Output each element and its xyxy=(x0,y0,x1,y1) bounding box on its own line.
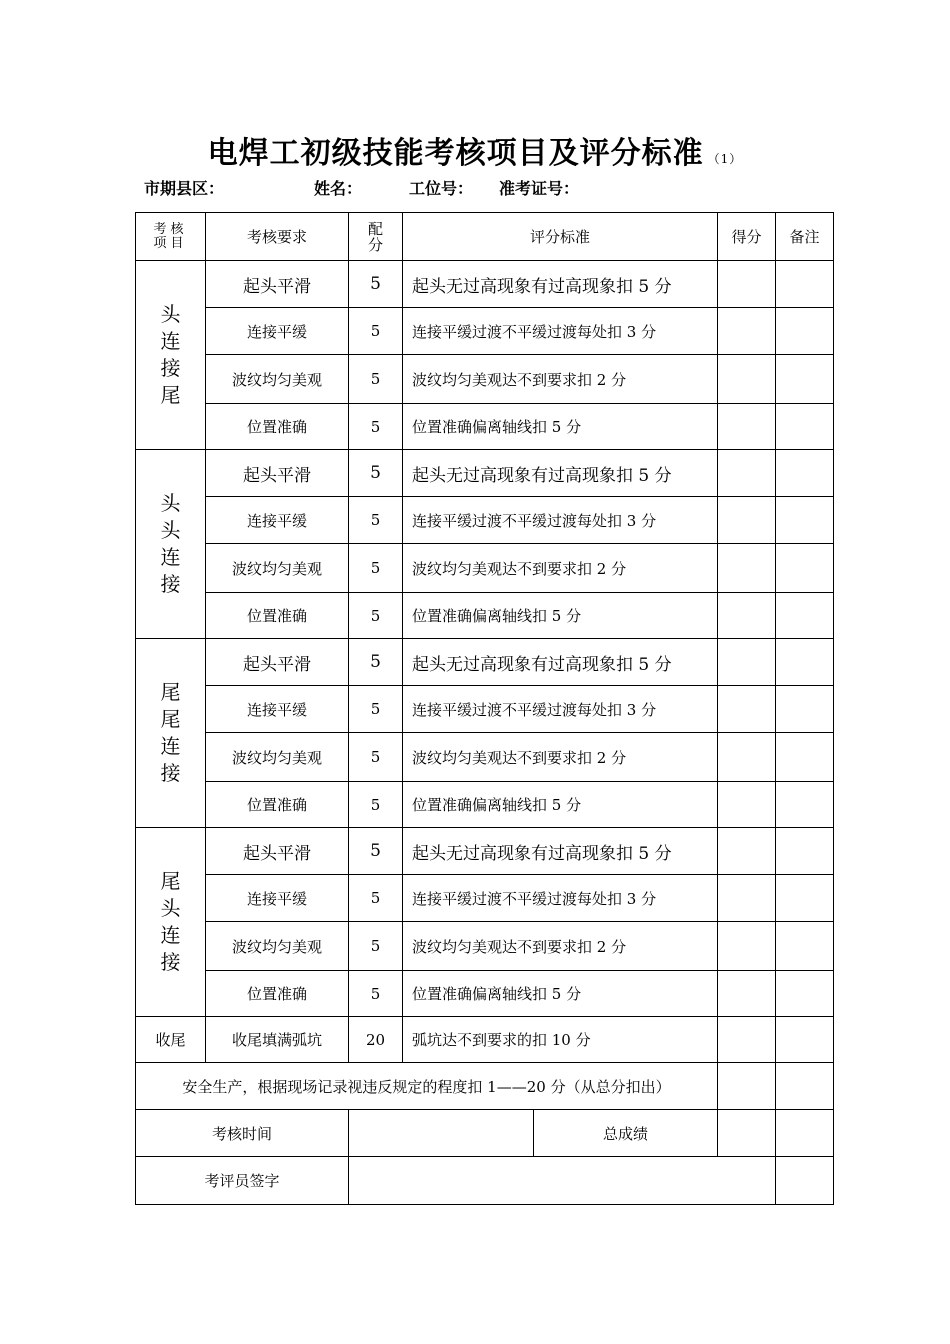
remarks-cell[interactable] xyxy=(776,497,834,544)
score-cell[interactable] xyxy=(718,355,776,404)
exam-time-row xyxy=(136,1110,834,1157)
points-cell: 5 xyxy=(349,971,403,1017)
remarks-cell[interactable] xyxy=(776,971,834,1017)
remarks-cell[interactable] xyxy=(776,686,834,733)
safety-rule: 安全生产，根据现场记录视违反规定的程度扣 1——20 分（从总分扣出） xyxy=(136,1063,718,1110)
standard-cell: 起头无过高现象有过高现象扣 5 分 xyxy=(403,261,718,308)
remarks-cell[interactable] xyxy=(776,544,834,593)
requirement-cell: 起头平滑 xyxy=(206,639,349,686)
closing-standard: 弧坑达不到要求的扣 10 分 xyxy=(403,1017,718,1063)
total-score-extra[interactable] xyxy=(776,1110,834,1157)
standard-cell: 波纹均匀美观达不到要求扣 2 分 xyxy=(403,355,718,404)
remarks-cell[interactable] xyxy=(776,639,834,686)
category-char: 头 xyxy=(160,896,181,920)
examiner-extra[interactable] xyxy=(776,1157,834,1205)
score-cell[interactable] xyxy=(718,450,776,497)
header-points: 配 分 xyxy=(349,213,403,261)
requirement-cell: 起头平滑 xyxy=(206,450,349,497)
safety-remarks-cell[interactable] xyxy=(776,1063,834,1110)
closing-category: 收尾 xyxy=(136,1017,206,1063)
table-row xyxy=(136,544,834,593)
closing-points: 20 xyxy=(349,1017,403,1063)
remarks-cell[interactable] xyxy=(776,261,834,308)
header-requirement: 考核要求 xyxy=(206,213,349,261)
table-row xyxy=(136,828,834,875)
remarks-cell[interactable] xyxy=(776,922,834,971)
header-standard: 评分标准 xyxy=(403,213,718,261)
requirement-cell: 连接平缓 xyxy=(206,875,349,922)
category-cell xyxy=(136,261,206,450)
score-cell[interactable] xyxy=(718,922,776,971)
name-label: 姓名： xyxy=(314,179,363,198)
score-cell[interactable] xyxy=(718,733,776,782)
candidate-info-line xyxy=(144,176,579,199)
category-char: 尾 xyxy=(160,707,181,731)
score-cell[interactable] xyxy=(718,593,776,639)
requirement-cell: 波纹均匀美观 xyxy=(206,922,349,971)
table-row xyxy=(136,686,834,733)
standard-cell: 起头无过高现象有过高现象扣 5 分 xyxy=(403,828,718,875)
remarks-cell[interactable] xyxy=(776,782,834,828)
examiner-signature-label: 考评员签字 xyxy=(136,1157,349,1205)
score-cell[interactable] xyxy=(718,782,776,828)
requirement-cell: 位置准确 xyxy=(206,404,349,450)
points-cell: 5 xyxy=(349,450,403,497)
category-char: 接 xyxy=(160,572,181,596)
closing-score-cell[interactable] xyxy=(718,1017,776,1063)
closing-remarks-cell[interactable] xyxy=(776,1017,834,1063)
category-char: 头 xyxy=(160,491,181,515)
requirement-cell: 位置准确 xyxy=(206,782,349,828)
points-cell: 5 xyxy=(349,404,403,450)
score-cell[interactable] xyxy=(718,971,776,1017)
category-char: 连 xyxy=(160,734,181,758)
remarks-cell[interactable] xyxy=(776,593,834,639)
table-row xyxy=(136,404,834,450)
standard-cell: 起头无过高现象有过高现象扣 5 分 xyxy=(403,450,718,497)
exam-time-label: 考核时间 xyxy=(136,1110,349,1157)
standard-cell: 位置准确偏离轴线扣 5 分 xyxy=(403,782,718,828)
standard-cell: 连接平缓过渡不平缓过渡每处扣 3 分 xyxy=(403,497,718,544)
total-score-value[interactable] xyxy=(718,1110,776,1157)
points-cell: 5 xyxy=(349,733,403,782)
closing-row xyxy=(136,1017,834,1063)
title-text: 电焊工初级技能考核项目及评分标准 xyxy=(207,136,704,171)
category-cell xyxy=(136,450,206,639)
standard-cell: 连接平缓过渡不平缓过渡每处扣 3 分 xyxy=(403,308,718,355)
category-char: 尾 xyxy=(160,383,181,407)
points-cell: 5 xyxy=(349,355,403,404)
position-label: 工位号： xyxy=(409,179,474,198)
points-cell: 5 xyxy=(349,497,403,544)
header-score: 得分 xyxy=(718,213,776,261)
category-char: 接 xyxy=(160,950,181,974)
score-cell[interactable] xyxy=(718,544,776,593)
remarks-cell[interactable] xyxy=(776,308,834,355)
safety-score-cell[interactable] xyxy=(718,1063,776,1110)
remarks-cell[interactable] xyxy=(776,875,834,922)
points-cell: 5 xyxy=(349,828,403,875)
score-cell[interactable] xyxy=(718,639,776,686)
remarks-cell[interactable] xyxy=(776,828,834,875)
page-title xyxy=(0,128,950,172)
points-cell: 5 xyxy=(349,308,403,355)
standard-cell: 波纹均匀美观达不到要求扣 2 分 xyxy=(403,544,718,593)
points-cell: 5 xyxy=(349,686,403,733)
category-char: 接 xyxy=(160,761,181,785)
requirement-cell: 起头平滑 xyxy=(206,828,349,875)
requirement-cell: 波纹均匀美观 xyxy=(206,544,349,593)
table-row xyxy=(136,261,834,308)
score-cell[interactable] xyxy=(718,828,776,875)
points-cell: 5 xyxy=(349,875,403,922)
category-cell xyxy=(136,639,206,828)
standard-cell: 连接平缓过渡不平缓过渡每处扣 3 分 xyxy=(403,686,718,733)
requirement-cell: 位置准确 xyxy=(206,593,349,639)
category-char: 连 xyxy=(160,923,181,947)
standard-cell: 位置准确偏离轴线扣 5 分 xyxy=(403,404,718,450)
table-row xyxy=(136,971,834,1017)
requirement-cell: 连接平缓 xyxy=(206,308,349,355)
table-row xyxy=(136,733,834,782)
score-cell[interactable] xyxy=(718,404,776,450)
header-remarks: 备注 xyxy=(776,213,834,261)
remarks-cell[interactable] xyxy=(776,450,834,497)
table-row xyxy=(136,639,834,686)
scoring-table xyxy=(135,212,834,1205)
requirement-cell: 波纹均匀美观 xyxy=(206,733,349,782)
standard-cell: 连接平缓过渡不平缓过渡每处扣 3 分 xyxy=(403,875,718,922)
header-row xyxy=(136,213,834,261)
points-cell: 5 xyxy=(349,261,403,308)
category-char: 连 xyxy=(160,329,181,353)
category-char: 头 xyxy=(160,518,181,542)
score-cell[interactable] xyxy=(718,261,776,308)
requirement-cell: 位置准确 xyxy=(206,971,349,1017)
exam-no-label: 准考证号： xyxy=(499,179,580,198)
score-cell[interactable] xyxy=(718,497,776,544)
table-row xyxy=(136,593,834,639)
header-category: 考核 项目 xyxy=(136,213,206,261)
table-row xyxy=(136,355,834,404)
standard-cell: 波纹均匀美观达不到要求扣 2 分 xyxy=(403,733,718,782)
requirement-cell: 起头平滑 xyxy=(206,261,349,308)
total-score-label: 总成绩 xyxy=(534,1110,718,1157)
table-row xyxy=(136,875,834,922)
points-cell: 5 xyxy=(349,544,403,593)
safety-row xyxy=(136,1063,834,1110)
examiner-row xyxy=(136,1157,834,1205)
score-cell[interactable] xyxy=(718,875,776,922)
requirement-cell: 波纹均匀美观 xyxy=(206,355,349,404)
table-row xyxy=(136,450,834,497)
points-cell: 5 xyxy=(349,639,403,686)
requirement-cell: 连接平缓 xyxy=(206,686,349,733)
region-label: 市期县区： xyxy=(144,179,225,198)
points-cell: 5 xyxy=(349,593,403,639)
exam-time-value[interactable] xyxy=(349,1110,534,1157)
points-cell: 5 xyxy=(349,782,403,828)
remarks-cell[interactable] xyxy=(776,404,834,450)
remarks-cell[interactable] xyxy=(776,355,834,404)
category-char: 连 xyxy=(160,545,181,569)
standard-cell: 位置准确偏离轴线扣 5 分 xyxy=(403,593,718,639)
category-char: 头 xyxy=(160,302,181,326)
standard-cell: 起头无过高现象有过高现象扣 5 分 xyxy=(403,639,718,686)
examiner-signature-value[interactable] xyxy=(349,1157,776,1205)
title-suffix: （1） xyxy=(707,152,743,166)
category-char: 尾 xyxy=(160,680,181,704)
table-row xyxy=(136,497,834,544)
table-row xyxy=(136,922,834,971)
category-char: 接 xyxy=(160,356,181,380)
score-cell[interactable] xyxy=(718,686,776,733)
score-cell[interactable] xyxy=(718,308,776,355)
closing-requirement: 收尾填满弧坑 xyxy=(206,1017,349,1063)
standard-cell: 位置准确偏离轴线扣 5 分 xyxy=(403,971,718,1017)
table-row xyxy=(136,782,834,828)
points-cell: 5 xyxy=(349,922,403,971)
table-row xyxy=(136,308,834,355)
remarks-cell[interactable] xyxy=(776,733,834,782)
category-cell xyxy=(136,828,206,1017)
requirement-cell: 连接平缓 xyxy=(206,497,349,544)
standard-cell: 波纹均匀美观达不到要求扣 2 分 xyxy=(403,922,718,971)
category-char: 尾 xyxy=(160,869,181,893)
